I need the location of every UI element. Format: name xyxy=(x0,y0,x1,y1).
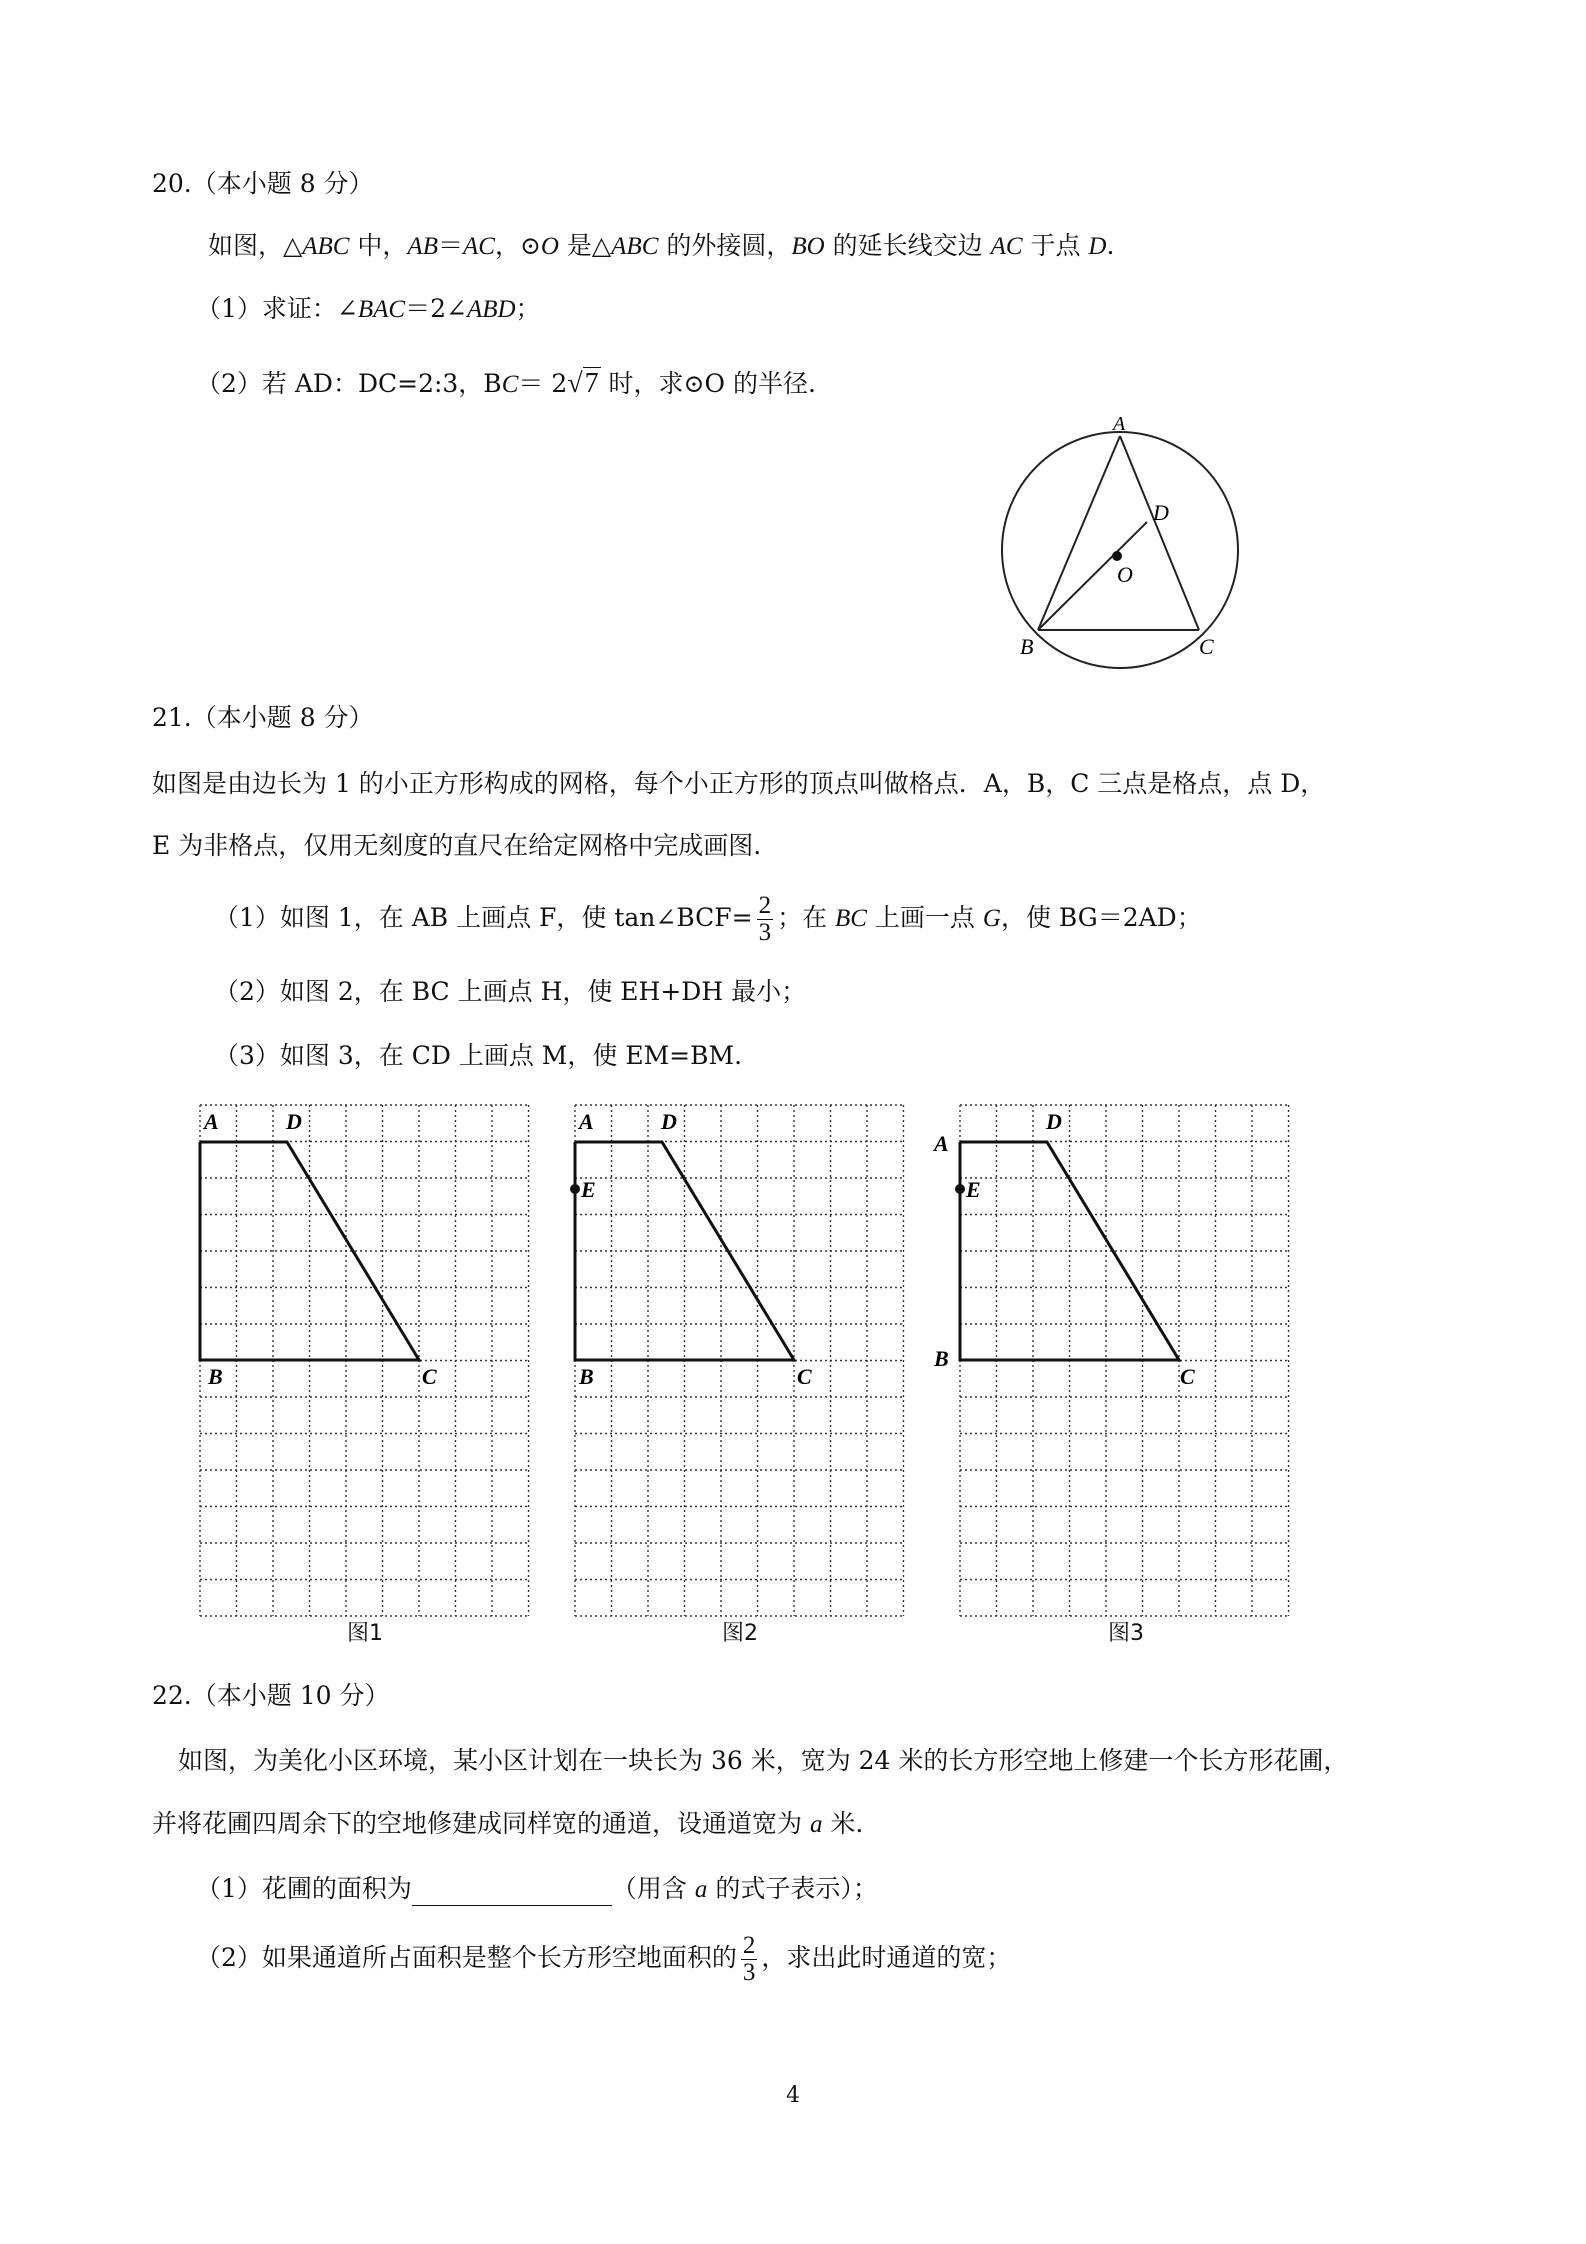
q21-part1: （1）如图 1，在 AB 上画点 F，使 tan∠BCF= $\frac{2}{3}$ ；在 BC 上画一点 G，使 BG＝2AD； xyxy=(214,892,1202,946)
page-number: 4 xyxy=(786,2083,800,2108)
q20-part2: （2）若 AD：DC=2:3，BC＝ 2√7 时，求⊙O 的半径. xyxy=(196,368,816,399)
label-a: A xyxy=(579,1109,594,1134)
label-b: B xyxy=(934,1346,949,1371)
q22-header: 22.（本小题 10 分） xyxy=(152,1681,390,1710)
label-b: B xyxy=(579,1364,594,1389)
q21-part3: （3）如图 3，在 CD 上画点 M，使 EM=BM. xyxy=(214,1041,743,1070)
label-c: C xyxy=(1180,1364,1195,1389)
figure-3-caption: 图3 xyxy=(1108,1621,1144,1646)
figure-2-caption: 图2 xyxy=(722,1621,758,1646)
label-d: D xyxy=(286,1109,302,1134)
label-c: C xyxy=(1199,634,1214,659)
q21-stem-line1: 如图是由边长为 1 的小正方形构成的网格，每个小正方形的顶点叫做格点．A，B，C 三点是格点，点 D， xyxy=(152,769,1326,798)
q21-part2: （2）如图 2，在 BC 上画点 H，使 EH+DH 最小； xyxy=(214,977,807,1006)
fraction-two-thirds: $\frac{2}{3}$ xyxy=(742,1932,756,1986)
label-d: D xyxy=(1153,500,1169,525)
label-d: D xyxy=(1046,1109,1062,1134)
label-b: B xyxy=(1020,634,1034,659)
segment-ac xyxy=(1120,436,1199,630)
answer-blank[interactable] xyxy=(412,1881,612,1906)
q22-part2: （2）如果通道所占面积是整个长方形空地面积的 $\frac{2}{3}$ ，求出此时通道的宽； xyxy=(196,1932,1012,1986)
q20-circle-figure xyxy=(995,410,1255,670)
q22-stem-line2: 并将花圃四周余下的空地修建成同样宽的通道，设通道宽为 a 米. xyxy=(152,1809,864,1838)
label-e: E xyxy=(966,1177,981,1202)
q22-stem-line1: 如图，为美化小区环境，某小区计划在一块长为 36 米，宽为 24 米的长方形空地上修建一个长方形花圃， xyxy=(178,1746,1349,1775)
label-d: D xyxy=(661,1109,677,1134)
point-e-dot xyxy=(570,1184,580,1194)
label-c: C xyxy=(797,1364,812,1389)
fraction-two-thirds: $\frac{2}{3}$ xyxy=(758,892,772,946)
label-c: C xyxy=(422,1364,437,1389)
label-a: A xyxy=(204,1109,219,1134)
q21-header: 21.（本小题 8 分） xyxy=(152,703,374,732)
point-e-dot xyxy=(955,1184,965,1194)
label-e: E xyxy=(581,1177,596,1202)
center-o-dot xyxy=(1112,551,1122,561)
label-a: A xyxy=(1113,413,1126,435)
q22-part1: （1）花圃的面积为 （用含 a 的式子表示）； xyxy=(196,1873,878,1906)
grid-figure-3 xyxy=(934,1095,1300,1625)
figure-1-caption: 图1 xyxy=(347,1621,383,1646)
label-a: A xyxy=(934,1131,949,1156)
label-b: B xyxy=(208,1364,223,1389)
label-o: O xyxy=(1117,562,1133,587)
q20-part1: （1）求证：∠BAC＝2∠ABD； xyxy=(196,294,541,323)
segment-ab xyxy=(1038,436,1120,630)
grid-figure-2 xyxy=(565,1095,915,1625)
grid-figure-1 xyxy=(190,1095,540,1625)
q20-header: 20.（本小题 8 分） xyxy=(152,169,374,198)
q20-stem: 如图，△ABC 中，AB＝AC，⊙O 是△ABC 的外接圆，BO 的延长线交边 AC 于点 D. xyxy=(208,231,1115,260)
q21-stem-line2: E 为非格点，仅用无刻度的直尺在给定网格中完成画图. xyxy=(152,831,762,860)
sqrt-symbol: √7 xyxy=(567,368,599,399)
